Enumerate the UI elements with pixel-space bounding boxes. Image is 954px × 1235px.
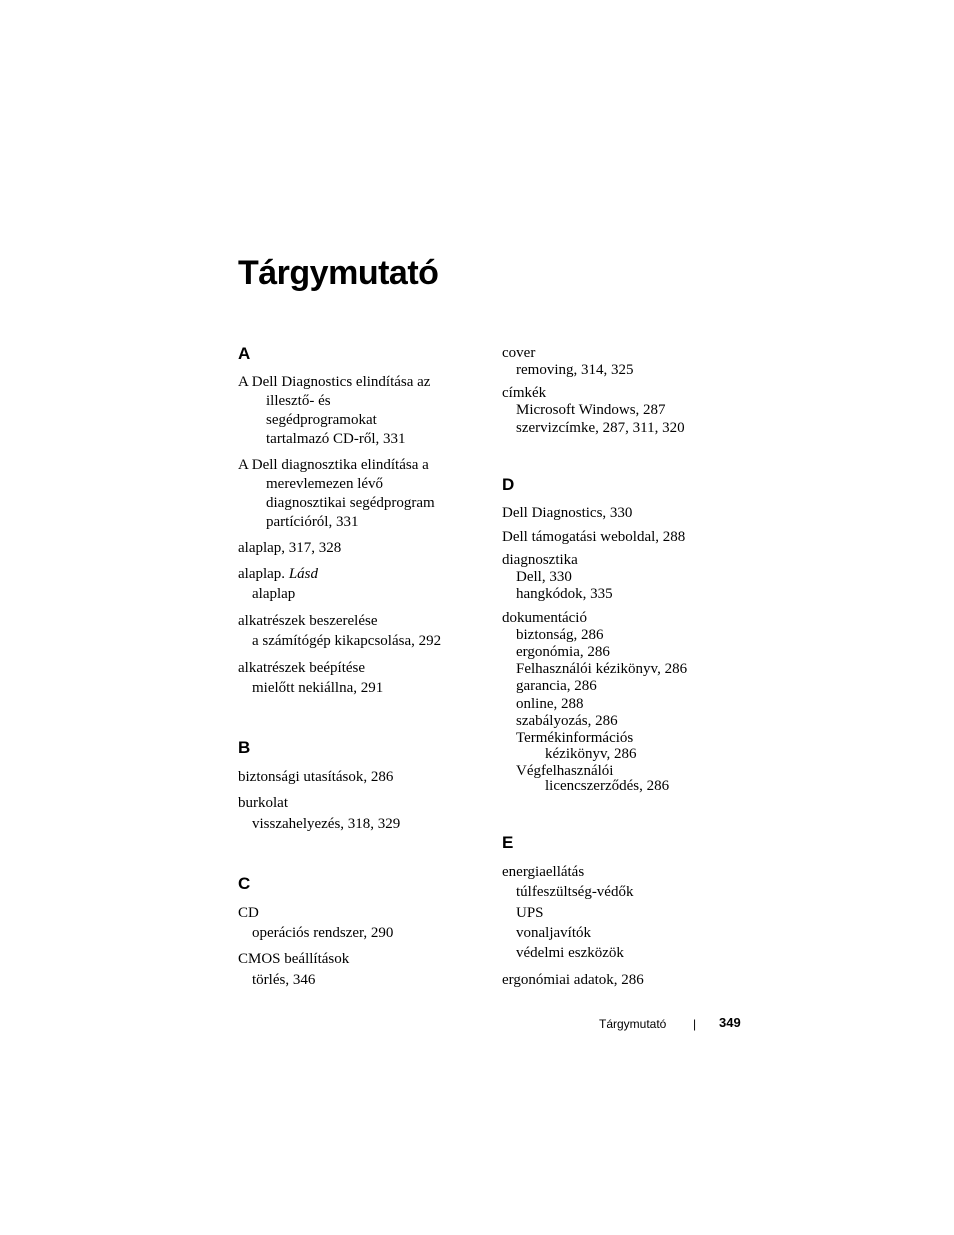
index-entry: burkolat [238, 795, 288, 811]
index-entry: CMOS beállítások [238, 951, 350, 967]
index-subentry: hangkódok, 335 [516, 586, 613, 602]
section-letter-e: E [502, 833, 514, 852]
section-letter-a: A [238, 344, 251, 363]
index-subentry: szervizcímke, 287, 311, 320 [516, 420, 685, 436]
index-entry: energiaellátás [502, 864, 585, 880]
index-subentry: vonaljavítók [516, 925, 591, 941]
index-subentry: Termékinformációs [516, 730, 634, 746]
index-subentry: védelmi eszközök [516, 945, 624, 961]
index-entry: A Dell diagnosztika elindítása a [238, 457, 429, 473]
index-subentry: biztonság, 286 [516, 627, 604, 643]
index-entry-continuation: partícióról, 331 [266, 514, 359, 530]
index-entry-continuation: merevlemezen lévő [266, 476, 384, 492]
index-entry: diagnosztika [502, 552, 578, 568]
index-entry: Dell támogatási weboldal, 288 [502, 529, 686, 545]
index-subentry: a számítógép kikapcsolása, 292 [252, 633, 442, 649]
index-subentry: Végfelhasználói [516, 763, 614, 779]
index-subentry: mielőtt nekiállna, 291 [252, 680, 384, 696]
index-entry: dokumentáció [502, 610, 587, 626]
index-entry: biztonsági utasítások, 286 [238, 769, 394, 785]
index-entry [238, 565, 318, 583]
index-entry: CD [238, 905, 259, 921]
index-entry-continuation: illesztő- és [266, 393, 331, 409]
index-subentry-continuation: licencszerződés, 286 [545, 778, 670, 794]
index-entry-continuation: diagnosztikai segédprogram [266, 495, 435, 511]
index-entry: A Dell Diagnostics elindítása az [238, 374, 431, 390]
index-subentry: ergonómia, 286 [516, 644, 610, 660]
index-entry: címkék [502, 385, 547, 401]
page-title: Tárgymutató [238, 254, 439, 292]
index-subentry: removing, 314, 325 [516, 362, 634, 378]
section-letter-c: C [238, 874, 251, 893]
index-subentry: Felhasználói kézikönyv, 286 [516, 661, 688, 677]
page-number: 349 [719, 1015, 741, 1030]
index-entry-continuation: tartalmazó CD-ről, 331 [266, 431, 406, 447]
index-subentry: garancia, 286 [516, 678, 597, 694]
index-entry: ergonómiai adatok, 286 [502, 972, 644, 988]
index-subentry: visszahelyezés, 318, 329 [252, 816, 401, 832]
index-subentry: szabályozás, 286 [516, 713, 618, 729]
index-subentry: alaplap [252, 586, 296, 602]
index-entry: alkatrészek beszerelése [238, 613, 378, 629]
index-subentry: Microsoft Windows, 287 [516, 402, 666, 418]
index-subentry: törlés, 346 [252, 972, 316, 988]
index-entry: cover [502, 345, 536, 361]
index-subentry: operációs rendszer, 290 [252, 925, 394, 941]
section-letter-b: B [238, 738, 251, 757]
see-reference: Lásd [288, 566, 318, 582]
index-subentry: UPS [516, 905, 544, 921]
index-subentry: túlfeszültség-védők [516, 884, 634, 900]
index-subentry: online, 288 [516, 696, 584, 712]
index-subentry: Dell, 330 [516, 569, 572, 585]
footer-section-label: Tárgymutató [599, 1017, 667, 1031]
section-letter-d: D [502, 475, 515, 494]
index-subentry-continuation: kézikönyv, 286 [545, 746, 637, 762]
index-entry-continuation: segédprogramokat [266, 412, 377, 428]
index-entry: alaplap, 317, 328 [238, 540, 342, 556]
index-entry: alkatrészek beépítése [238, 660, 366, 676]
footer-separator: | [693, 1017, 697, 1031]
index-entry-main: alaplap. [238, 566, 286, 582]
index-entry: Dell Diagnostics, 330 [502, 505, 633, 521]
